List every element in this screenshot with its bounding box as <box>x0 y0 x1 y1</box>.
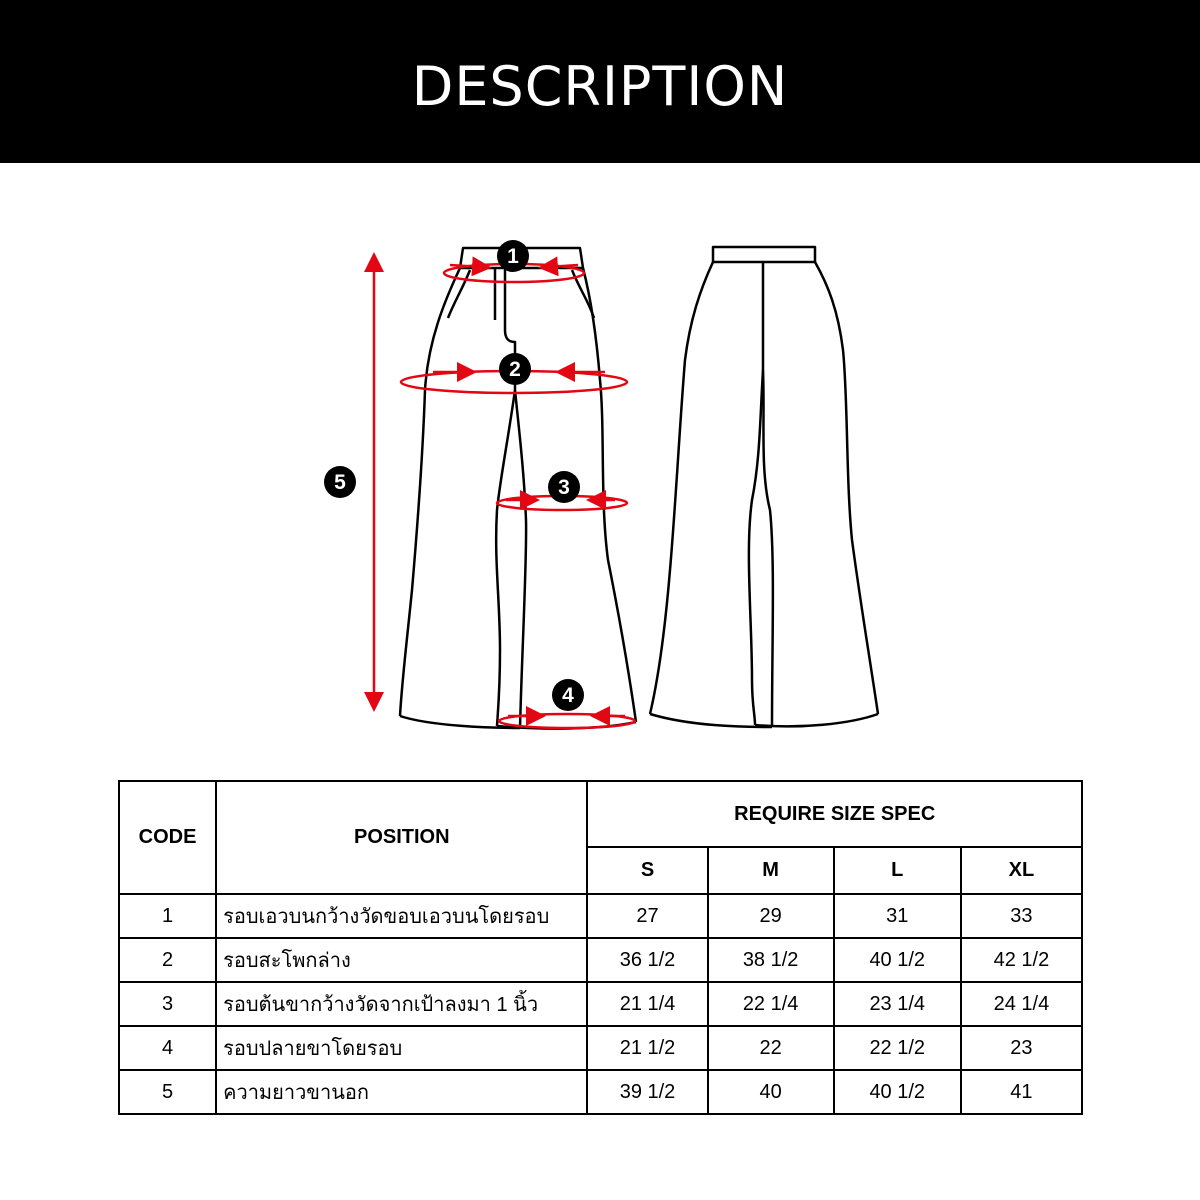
marker-2 <box>499 353 531 385</box>
pants-measurement-diagram <box>0 163 1200 773</box>
row-value-s: 36 1/2 <box>587 938 707 982</box>
svg-text:3: 3 <box>558 476 570 499</box>
header-position: POSITION <box>216 781 587 894</box>
svg-text:5: 5 <box>334 471 346 494</box>
marker-3 <box>548 471 580 503</box>
header-size-l: L <box>834 847 961 894</box>
row-code: 1 <box>119 894 216 938</box>
row-value-m: 22 1/4 <box>708 982 834 1026</box>
table-row <box>119 1070 1082 1114</box>
row-value-s: 39 1/2 <box>587 1070 707 1114</box>
row-value-xl: 24 1/4 <box>961 982 1082 1026</box>
row-value-m: 29 <box>708 894 834 938</box>
row-value-s: 21 1/2 <box>587 1026 707 1070</box>
row-value-xl: 33 <box>961 894 1082 938</box>
row-code: 4 <box>119 1026 216 1070</box>
row-code: 2 <box>119 938 216 982</box>
row-value-xl: 42 1/2 <box>961 938 1082 982</box>
table-row <box>119 894 1082 938</box>
row-value-l: 40 1/2 <box>834 938 961 982</box>
row-value-s: 21 1/4 <box>587 982 707 1026</box>
row-position: รอบสะโพกล่าง <box>216 938 587 982</box>
row-position: ความยาวขานอก <box>216 1070 587 1114</box>
row-value-m: 22 <box>708 1026 834 1070</box>
marker-5 <box>324 466 356 498</box>
header-size-s: S <box>587 847 707 894</box>
row-position: รอบปลายขาโดยรอบ <box>216 1026 587 1070</box>
size-spec-table <box>118 780 1083 1115</box>
row-code: 5 <box>119 1070 216 1114</box>
pants-front-view <box>400 248 636 729</box>
header-bar <box>0 0 1200 163</box>
row-value-l: 31 <box>834 894 961 938</box>
row-value-l: 23 1/4 <box>834 982 961 1026</box>
svg-text:2: 2 <box>509 358 521 381</box>
row-value-m: 40 <box>708 1070 834 1114</box>
header-size-m: M <box>708 847 834 894</box>
svg-text:4: 4 <box>562 684 574 707</box>
row-position: รอบเอวบนกว้างวัดขอบเอวบนโดยรอบ <box>216 894 587 938</box>
row-position: รอบต้นขากว้างวัดจากเป้าลงมา 1 นิ้ว <box>216 982 587 1026</box>
table-row <box>119 1026 1082 1070</box>
marker-4 <box>552 679 584 711</box>
row-value-xl: 23 <box>961 1026 1082 1070</box>
row-value-xl: 41 <box>961 1070 1082 1114</box>
row-value-s: 27 <box>587 894 707 938</box>
pants-back-view <box>650 247 878 727</box>
row-value-l: 22 1/2 <box>834 1026 961 1070</box>
row-value-l: 40 1/2 <box>834 1070 961 1114</box>
header-require-size-spec: REQUIRE SIZE SPEC <box>587 781 1082 847</box>
page-title: DESCRIPTION <box>411 55 789 118</box>
table-row <box>119 982 1082 1026</box>
row-value-m: 38 1/2 <box>708 938 834 982</box>
header-code: CODE <box>119 781 216 894</box>
row-code: 3 <box>119 982 216 1026</box>
svg-text:1: 1 <box>507 245 519 268</box>
marker-1 <box>497 240 529 272</box>
header-size-xl: XL <box>961 847 1082 894</box>
table-row <box>119 938 1082 982</box>
